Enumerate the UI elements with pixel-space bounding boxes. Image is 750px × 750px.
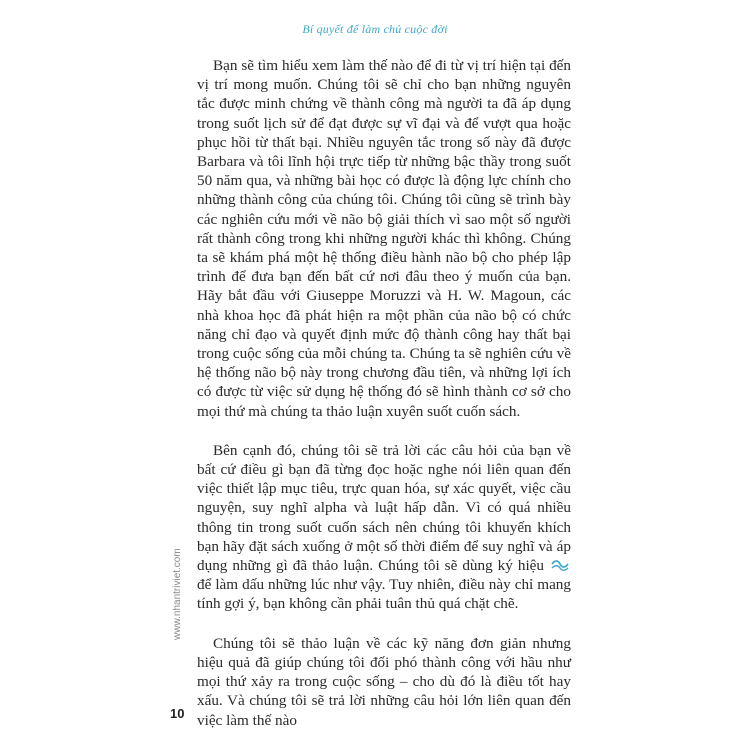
side-url: www.nhantriviet.com: [172, 548, 183, 640]
body-text: [197, 56, 571, 730]
running-header: Bí quyết để làm chủ cuộc đời: [302, 22, 448, 36]
paragraph-3: Chúng tôi sẽ thảo luận về các kỹ năng đơn giản nhưng hiệu quả đã giúp chúng tôi đối phó thành công với hầu như mọi thứ xảy ra trong cuộc sống – cho dù đó là điều tốt hay xấu. Và chúng tôi sẽ trả lời những câu hỏi lớn liên quan đến việc làm thế nào: [197, 634, 571, 729]
paragraph-2-part-2: để làm dấu những lúc như vậy. Tuy nhiên, điều này chỉ mang tính gợi ý, bạn không cần phải tuân thủ quá chặt chẽ.: [197, 576, 571, 613]
paragraph-2: [197, 441, 571, 614]
paragraph-1: Bạn sẽ tìm hiểu xem làm thế nào để đi từ vị trí hiện tại đến vị trí mong muốn. Chúng tôi sẽ chỉ cho bạn những nguyên tắc được minh chứng về thành công mà người ta đã áp dụng trong suốt lịch sử để đạt được sự vĩ đại và để vượt qua hoặc phục hồi từ thất bại. Nhiều nguyên tắc trong số này đã được Barbara và tôi lĩnh hội trực tiếp từ những bậc thầy trong suốt 50 năm qua, và những bài học có được là động lực chính cho những thành công của chúng tôi. Chúng tôi cũng sẽ trình bày các nghiên cứu mới về não bộ giải thích vì sao một số người rất thành công trong khi những người khác thì không. Chúng ta sẽ khám phá một hệ thống điều hành não bộ cho phép lập trình để đưa bạn đến bất cứ nơi đâu theo ý muốn của bạn. Hãy bắt đầu với Giuseppe Moruzzi và H. W. Magoun, các nhà khoa học đã phát hiện ra một phần của não bộ có chức năng chỉ đạo và quyết định mức độ thành công hay thất bại trong cuộc sống của mỗi chúng ta. Chúng ta sẽ nghiên cứu về hệ thống não bộ này trong chương đầu tiên, và những lợi ích có được từ việc sử dụng hệ thống đó sẽ hình thành cơ sở cho mọi thứ mà chúng ta thảo luận xuyên suốt cuốn sách.: [197, 57, 571, 420]
paragraph-2-part-1: Bên cạnh đó, chúng tôi sẽ trả lời các câu hỏi của bạn về bất cứ điều gì bạn đã từng đọc hoặc nghe nói liên quan đến việc thiết lập mục tiêu, trực quan hóa, sự xác quyết, việc cầu nguyện, suy nghĩ alpha và luật hấp dẫn. Vì có quá nhiều thông tin trong suốt cuốn sách nên chúng tôi khuyến khích bạn hãy đặt sách xuống ở một số thời điểm để suy nghĩ và áp dụng những gì đã thảo luận. Chúng tôi sẽ dùng ký hiệu: [197, 441, 571, 575]
wave-symbol-icon: [551, 559, 569, 571]
page-number: 10: [170, 706, 185, 721]
